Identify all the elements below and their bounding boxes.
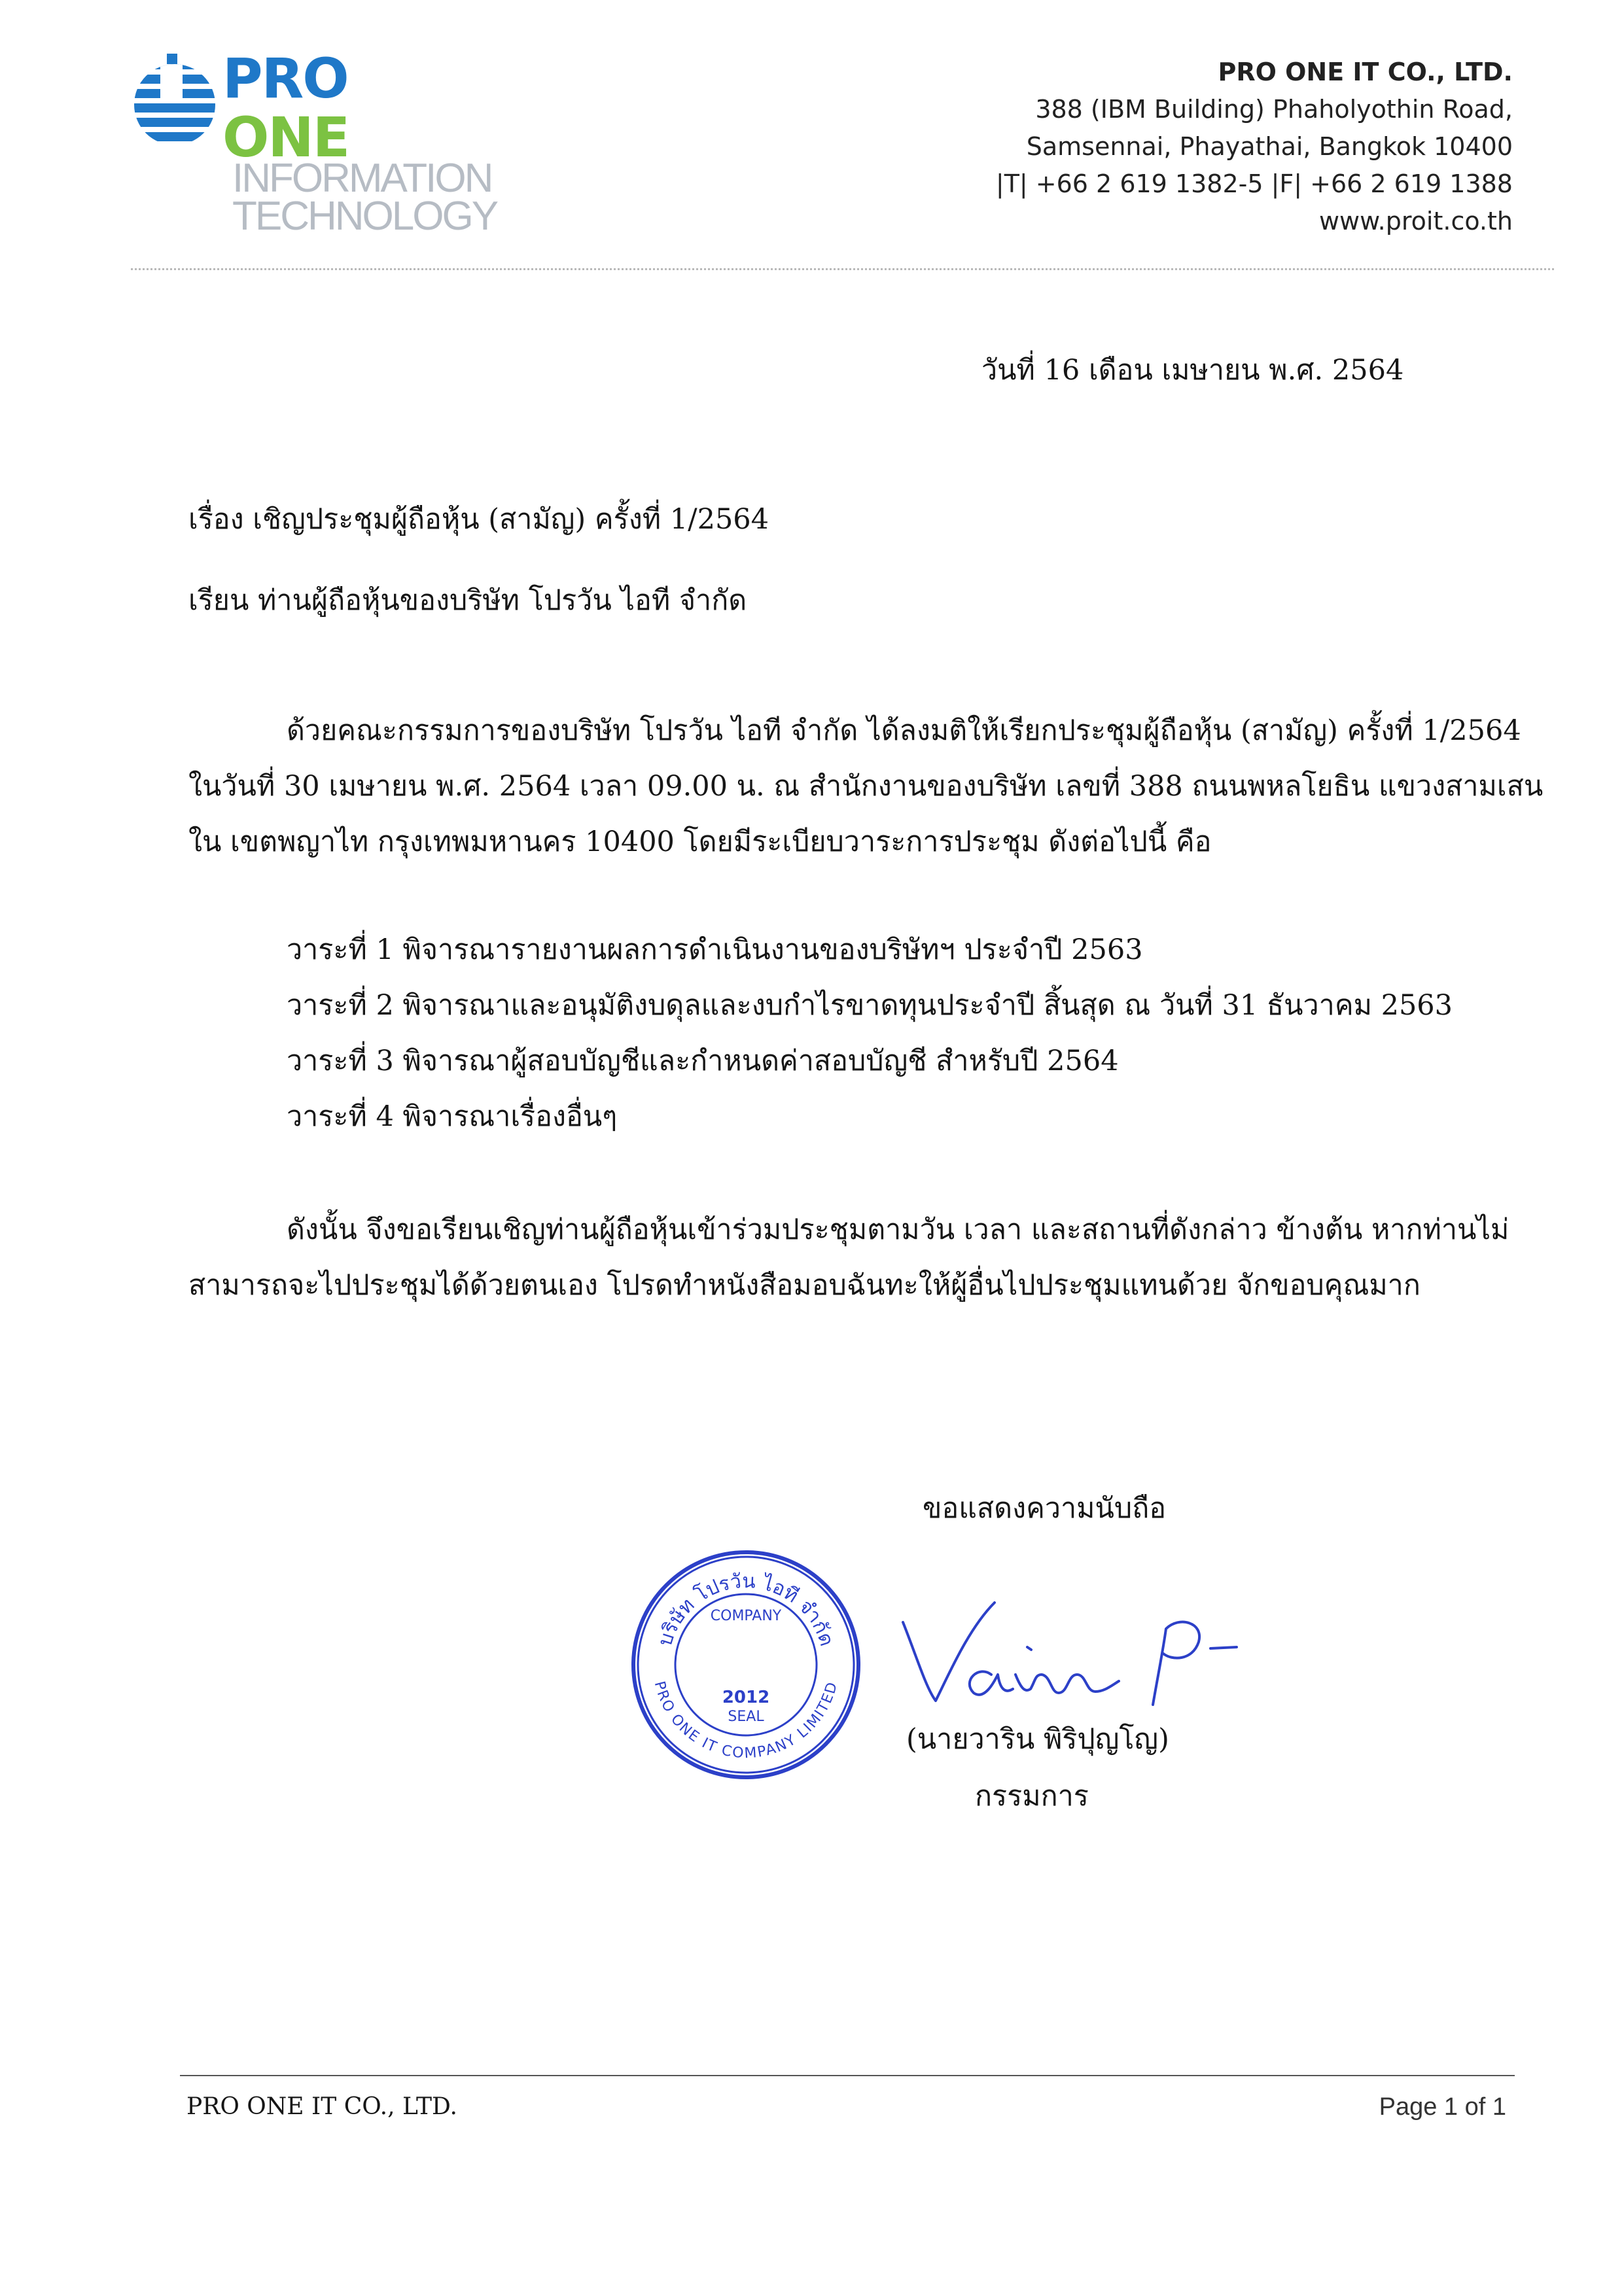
letter-recipient: เรียน ท่านผู้ถือหุ้นของบริษัท โปรวัน ไอที จำกัด bbox=[188, 584, 747, 617]
paragraph-line: ในวันที่ 30 เมษายน พ.ศ. 2564 เวลา 09.00 น. ณ สำนักงานของบริษัท เลขที่ 388 ถนนพหลโยธิน แขวงสามเสน bbox=[188, 770, 1544, 803]
seal-english-name: PRO ONE IT COMPANY LIMITED bbox=[650, 1679, 841, 1762]
globe-stripes-icon bbox=[134, 54, 219, 165]
seal-word: SEAL bbox=[728, 1709, 764, 1725]
paragraph-line: ดังนั้น จึงขอเรียนเชิญท่านผู้ถือหุ้นเข้าร่วมประชุมตามวัน เวลา และสถานที่ดังกล่าว ข้างต้น หากท่านไม่ bbox=[287, 1213, 1509, 1246]
logo-text-one: ONE bbox=[222, 105, 349, 169]
company-name: PRO ONE IT CO., LTD. bbox=[1218, 58, 1513, 86]
signer-title: กรรมการ bbox=[975, 1780, 1089, 1813]
paragraph-line: ด้วยคณะกรรมการของบริษัท โปรวัน ไอที จำกัด ได้ลงมติให้เรียกประชุมผู้ถือหุ้น (สามัญ) ครั้งที่ 1/2564 bbox=[287, 714, 1521, 747]
company-logo bbox=[134, 47, 527, 243]
invitation-paragraph bbox=[188, 703, 1544, 870]
agenda-item: วาระที่ 1 พิจารณารายงานผลการดำเนินงานของบริษัทฯ ประจำปี 2563 bbox=[287, 933, 1143, 966]
agenda-item: วาระที่ 3 พิจารณาผู้สอบบัญชีและกำหนดค่าสอบบัญชี สำหรับปี 2564 bbox=[287, 1045, 1119, 1077]
seal-thai-name: บริษัท โปรวัน ไอที จำกัด bbox=[653, 1569, 839, 1649]
contact-numbers: |T| +66 2 619 1382-5 |F| +66 2 619 1388 bbox=[995, 169, 1513, 198]
seal-company-word: COMPANY bbox=[710, 1608, 782, 1624]
page-number: Page 1 of 1 bbox=[1379, 2093, 1506, 2121]
agenda-list bbox=[287, 922, 1453, 1145]
closing-salutation: ขอแสดงความนับถือ bbox=[923, 1492, 1167, 1525]
footer-divider bbox=[180, 2075, 1515, 2076]
paragraph-line: สามารถจะไปประชุมได้ด้วยตนเอง โปรดทำหนังสือมอบฉันทะให้ผู้อื่นไปประชุมแทนด้วย จักขอบคุณมาก bbox=[188, 1269, 1421, 1302]
address-line-2: Samsennai, Phayathai, Bangkok 10400 bbox=[1026, 132, 1513, 161]
company-address-block bbox=[996, 54, 1513, 240]
logo-text-technology: TECHNOLOGY bbox=[232, 194, 497, 239]
logo-text-pro: PRO bbox=[222, 46, 348, 111]
letter-subject: เรื่อง เชิญประชุมผู้ถือหุ้น (สามัญ) ครั้งที่ 1/2564 bbox=[188, 503, 769, 536]
company-website: www.proit.co.th bbox=[1318, 207, 1513, 235]
seal-year: 2012 bbox=[722, 1688, 770, 1707]
header-divider bbox=[131, 268, 1554, 270]
company-seal-stamp bbox=[628, 1547, 864, 1783]
letter-date: วันที่ 16 เดือน เมษายน พ.ศ. 2564 bbox=[981, 354, 1404, 387]
logo-text-information: INFORMATION bbox=[232, 156, 492, 201]
paragraph-line: ใน เขตพญาไท กรุงเทพมหานคร 10400 โดยมีระเบียบวาระการประชุม ดังต่อไปนี้ คือ bbox=[188, 826, 1212, 858]
signer-name: (นายวาริน พิริปุญโญ) bbox=[906, 1723, 1169, 1756]
address-line-1: 388 (IBM Building) Phaholyothin Road, bbox=[1035, 95, 1513, 124]
footer-company-name: PRO ONE IT CO., LTD. bbox=[186, 2093, 457, 2120]
handwritten-signature-icon bbox=[896, 1576, 1263, 1733]
closing-paragraph bbox=[188, 1202, 1509, 1313]
agenda-item: วาระที่ 4 พิจารณาเรื่องอื่นๆ bbox=[287, 1100, 618, 1133]
agenda-item: วาระที่ 2 พิจารณาและอนุมัติงบดุลและงบกำไรขาดทุนประจำปี สิ้นสุด ณ วันที่ 31 ธันวาคม 2563 bbox=[287, 989, 1453, 1022]
